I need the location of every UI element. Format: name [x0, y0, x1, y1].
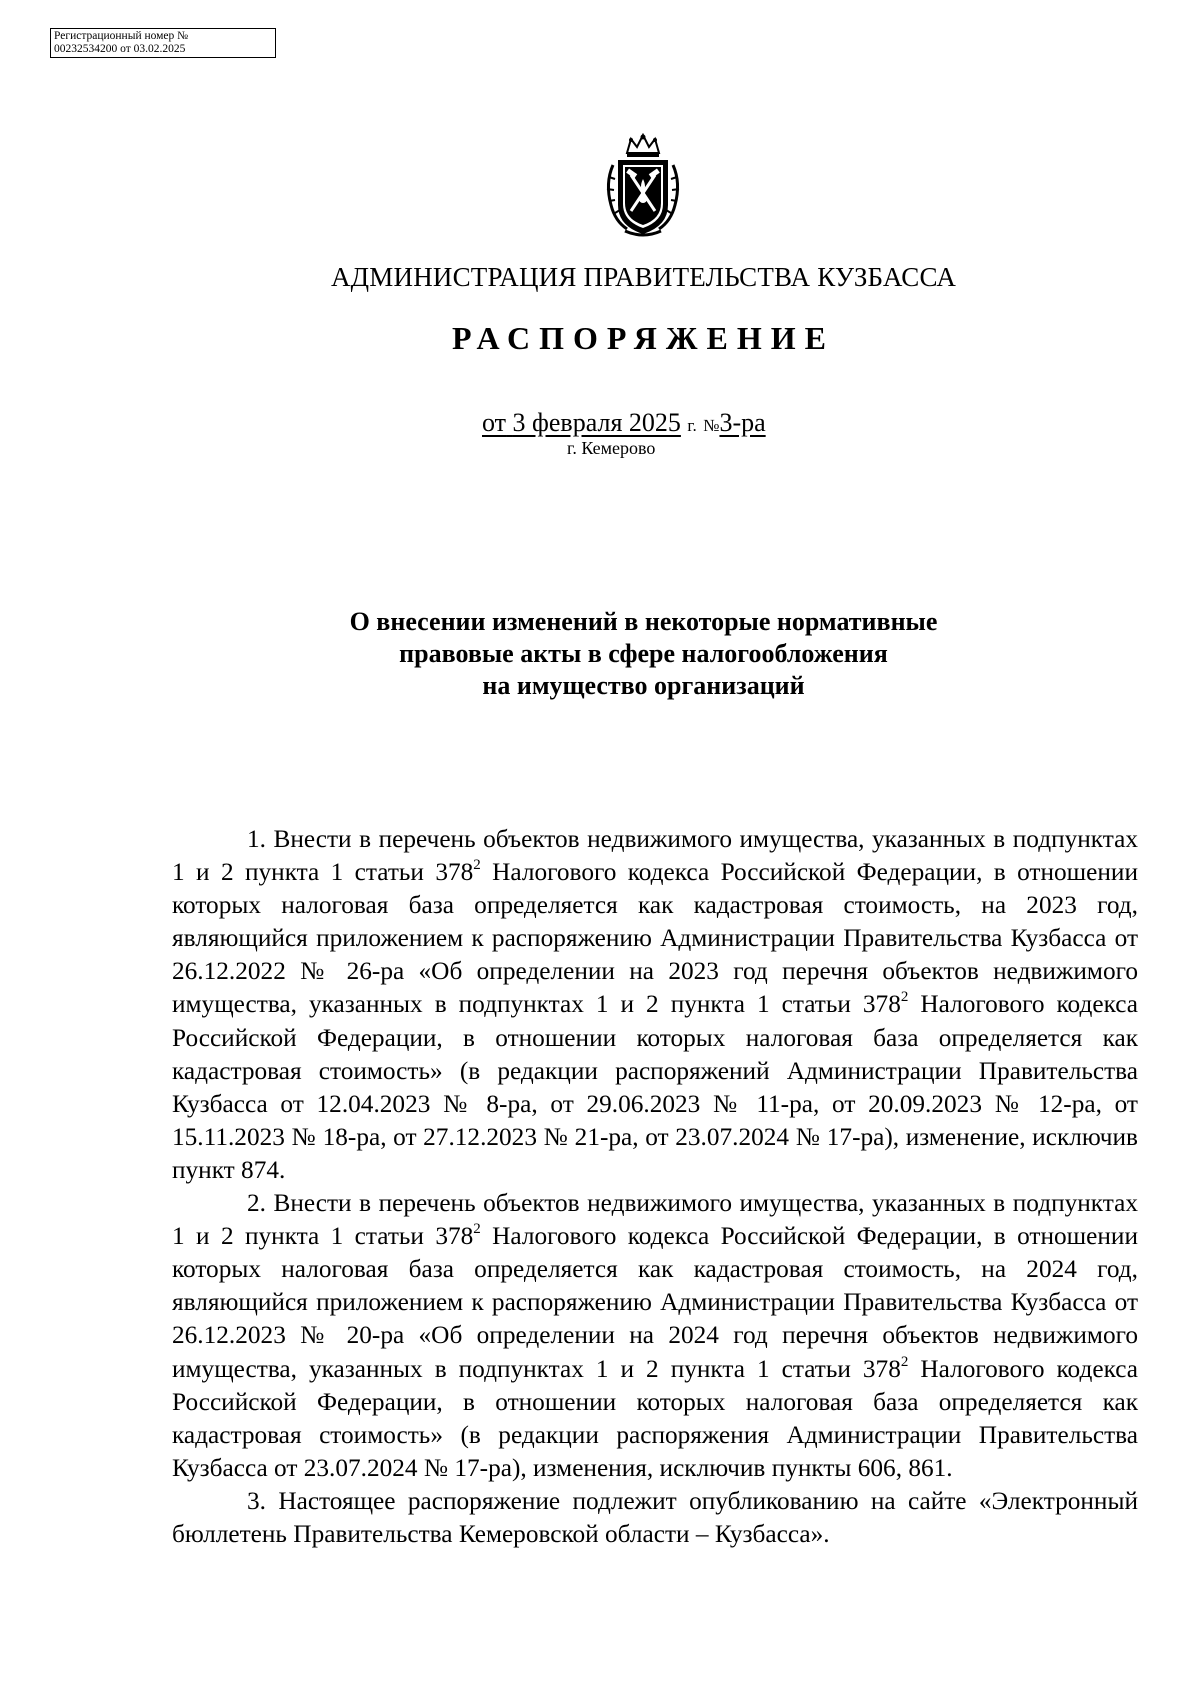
- paragraph-text: Налогового кодекса Российской Федерации, в отношении которых налоговая база определяется как кадастровая стоимость» (в редакции распоряжений Администрации Правительства Кузбасса от 12.04.2023 № 8-ра, от 29.06.2023 № 11-ра, от 20.09.2023 № 12-ра, от 15.11.2023 № 18-ра, от 27.12.2023 № 21-ра, от 23.07.2024 № 17-ра), изменение, исключив пункт 874.: [172, 990, 1138, 1184]
- paragraph-text: 2. Внести в перечень объектов недвижимого имущества, указанных в подпунктах 1 и 2 пункта 1 статьи 378: [172, 1189, 1138, 1251]
- paragraph-2: [172, 1187, 1138, 1485]
- document-date: 3 февраля 2025: [512, 408, 681, 437]
- year-suffix: г.: [687, 416, 697, 435]
- paragraph-3: 3. Настоящее распоряжение подлежит опубликованию на сайте «Электронный бюллетень Правительства Кемеровской области – Кузбасса».: [172, 1486, 1138, 1548]
- document-type: РАСПОРЯЖЕНИЕ: [451, 320, 836, 356]
- document-subject: [0, 606, 1200, 702]
- paragraph-text: Налогового кодекса Российской Федерации, в отношении которых налоговая база определяется как кадастровая стоимость, на 2023 год, являющийся приложением к распоряжению Администрации Правительства Кузбасса от 26.12.2022 № 26-ра «Об определении на 2023 год перечня объектов недвижимого имущества, указанных в подпунктах 1 и 2 пункта 1 статьи 378: [172, 858, 1138, 1019]
- subject-line: правовые акты в сфере налогообложения: [399, 639, 888, 668]
- paragraph-text: Налогового кодекса Российской Федерации, в отношении которых налоговая база определяется как кадастровая стоимость, на 2024 год, являющийся приложением к распоряжению Администрации Правительства Кузбасса от 26.12.2023 № 20-ра «Об определении на 2024 год перечня объектов недвижимого имущества, указанных в подпунктах 1 и 2 пункта 1 статьи 378: [172, 1222, 1138, 1383]
- date-prefix: от: [482, 408, 507, 437]
- superscript: 2: [473, 857, 481, 874]
- paragraph-text: 1. Внести в перечень объектов недвижимого имущества, указанных в подпунктах 1 и 2 пункта 1 статьи 378: [172, 825, 1138, 887]
- registration-stamp: [50, 28, 276, 58]
- organization-title: АДМИНИСТРАЦИЯ ПРАВИТЕЛЬСТВА КУЗБАССА: [330, 262, 957, 292]
- superscript: 2: [900, 989, 909, 1006]
- date-number-line: [482, 408, 766, 438]
- document-number: 3-ра: [719, 408, 766, 437]
- registration-number: 00232534200 от 03.02.2025: [54, 43, 186, 55]
- number-sign: №: [703, 416, 720, 435]
- kuzbass-coat-of-arms-icon: [601, 133, 685, 239]
- subject-line: О внесении изменений в некоторые нормативные: [349, 607, 938, 636]
- city: г. Кемерово: [567, 438, 656, 458]
- paragraph-text: Налогового кодекса Российской Федерации, в отношении которых налоговая база определяется как кадастровая стоимость» (в редакции распоряжения Администрации Правительства Кузбасса от 23.07.2024 № 17-ра), изменения, исключив пункты 606, 861.: [172, 1354, 1138, 1482]
- superscript: 2: [900, 1353, 909, 1370]
- subject-line: на имущество организаций: [482, 671, 805, 700]
- paragraph-1: [172, 823, 1138, 1187]
- document-body: [172, 823, 1138, 1551]
- registration-label: Регистрационный номер №: [54, 30, 189, 42]
- superscript: 2: [473, 1221, 481, 1238]
